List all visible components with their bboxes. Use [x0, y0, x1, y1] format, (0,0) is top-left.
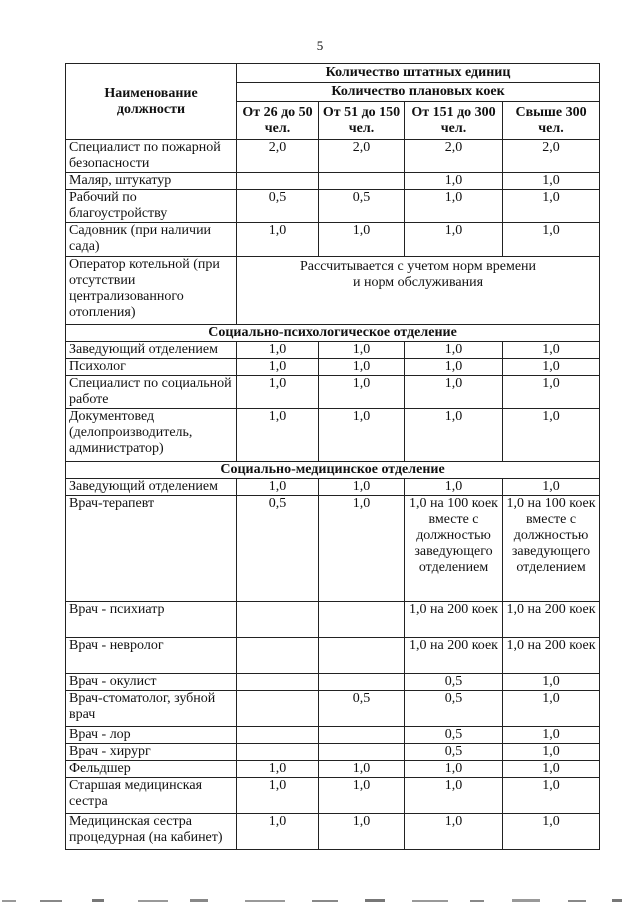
table-row [66, 140, 600, 173]
header-col-51-150: От 51 до 150 чел. [319, 102, 405, 140]
value-cell: 2,0 [405, 140, 503, 173]
value-cell: 1,0 [237, 479, 319, 496]
position-name: Психолог [66, 359, 237, 376]
value-cell: 1,0 [237, 376, 319, 409]
value-cell: 1,0 [503, 778, 600, 814]
table-row [66, 479, 600, 496]
value-cell: 1,0 [319, 342, 405, 359]
value-cell: 1,0 [503, 190, 600, 223]
position-name: Врач-терапевт [66, 496, 237, 602]
value-cell: 1,0 [319, 223, 405, 257]
position-name: Маляр, штукатур [66, 173, 237, 190]
value-cell [319, 638, 405, 674]
value-cell: 2,0 [503, 140, 600, 173]
value-cell: 1,0 [237, 359, 319, 376]
value-cell [319, 744, 405, 761]
value-cell [237, 691, 319, 727]
position-name: Рабочий по благоустройству [66, 190, 237, 223]
value-cell: 1,0 [405, 778, 503, 814]
position-name: Врач-стоматолог, зубной врач [66, 691, 237, 727]
value-cell: 1,0 [503, 761, 600, 778]
table-row [66, 376, 600, 409]
value-cell: 1,0 [503, 744, 600, 761]
value-cell: 1,0 [319, 479, 405, 496]
value-cell: 1,0 [405, 479, 503, 496]
value-cell: 0,5 [405, 727, 503, 744]
table-row [66, 778, 600, 814]
value-cell: 1,0 [319, 496, 405, 602]
value-cell [237, 744, 319, 761]
value-cell: 1,0 [405, 376, 503, 409]
value-cell [319, 602, 405, 638]
page-number: 5 [316, 38, 324, 53]
value-cell: 1,0 [237, 342, 319, 359]
value-cell: 1,0 [405, 223, 503, 257]
position-name: Специалист по пожарной безопасности [66, 140, 237, 173]
header-col-26-50: От 26 до 50 чел. [237, 102, 319, 140]
value-cell: 2,0 [319, 140, 405, 173]
value-cell: 1,0 [405, 359, 503, 376]
value-cell: 0,5 [237, 496, 319, 602]
position-name: Заведующий отделением [66, 479, 237, 496]
value-cell: 1,0 на 200 коек [503, 602, 600, 638]
value-cell: 1,0 [319, 376, 405, 409]
value-cell: 1,0 [237, 778, 319, 814]
table-row [66, 496, 600, 602]
value-cell: 1,0 [319, 359, 405, 376]
table-row [66, 342, 600, 359]
table-row [66, 814, 600, 850]
value-cell: 1,0 [503, 727, 600, 744]
header-col-151-300: От 151 до 300 чел. [405, 102, 503, 140]
calculation-note [237, 257, 600, 325]
value-cell: 1,0 [503, 173, 600, 190]
value-cell: 2,0 [237, 140, 319, 173]
value-cell: 1,0 на 100 коек вместе с должностью заведующего отделением [503, 496, 600, 602]
value-cell: 1,0 [405, 814, 503, 850]
value-cell: 1,0 [237, 409, 319, 462]
position-name: Старшая медицинская сестра [66, 778, 237, 814]
value-cell: 1,0 [237, 761, 319, 778]
value-cell: 1,0 [503, 342, 600, 359]
value-cell: 1,0 [503, 814, 600, 850]
table-row [66, 638, 600, 674]
staffing-table [65, 63, 600, 850]
position-name: Документовед (делопроизводитель, администратор) [66, 409, 237, 462]
table-row [66, 359, 600, 376]
section-title: Социально-психологическое отделение [66, 325, 600, 342]
value-cell [319, 727, 405, 744]
value-cell: 0,5 [319, 691, 405, 727]
value-cell: 0,5 [405, 744, 503, 761]
header-staff-units: Количество штатных единиц [237, 64, 600, 83]
position-name: Врач - хирург [66, 744, 237, 761]
value-cell: 1,0 [503, 674, 600, 691]
header-col-over-300: Свыше 300 чел. [503, 102, 600, 140]
table-row [66, 223, 600, 257]
value-cell: 1,0 на 100 коек вместе с должностью заведующего отделением [405, 496, 503, 602]
value-cell: 1,0 [503, 223, 600, 257]
table-row [66, 409, 600, 462]
position-name: Врач - психиатр [66, 602, 237, 638]
value-cell: 1,0 [405, 190, 503, 223]
value-cell [237, 727, 319, 744]
table-row [66, 602, 600, 638]
table-row [66, 190, 600, 223]
table-row [66, 674, 600, 691]
value-cell: 1,0 [405, 173, 503, 190]
value-cell: 0,5 [405, 691, 503, 727]
section-row [66, 462, 600, 479]
table-header [66, 64, 600, 140]
value-cell: 1,0 [503, 409, 600, 462]
value-cell: 1,0 [503, 359, 600, 376]
value-cell: 1,0 [319, 409, 405, 462]
calculation-note-text: Рассчитывается с учетом норм времени и норм обслуживания [300, 259, 537, 290]
header-position-name: Наименование должности [66, 64, 237, 140]
value-cell: 1,0 на 200 коек [405, 602, 503, 638]
value-cell [319, 674, 405, 691]
value-cell [237, 638, 319, 674]
position-name: Специалист по социальной работе [66, 376, 237, 409]
table-row [66, 691, 600, 727]
value-cell: 1,0 на 200 коек [405, 638, 503, 674]
value-cell: 1,0 [503, 479, 600, 496]
value-cell: 1,0 [405, 761, 503, 778]
table-row [66, 257, 600, 325]
value-cell: 1,0 [319, 778, 405, 814]
position-name: Фельдшер [66, 761, 237, 778]
value-cell: 1,0 [319, 761, 405, 778]
position-name: Врач - невролог [66, 638, 237, 674]
value-cell: 1,0 [405, 409, 503, 462]
position-name: Садовник (при наличии сада) [66, 223, 237, 257]
position-name: Врач - окулист [66, 674, 237, 691]
value-cell: 0,5 [237, 190, 319, 223]
position-name: Заведующий отделением [66, 342, 237, 359]
position-name: Оператор котельной (при отсутствии централизованного отопления) [66, 257, 237, 325]
value-cell [237, 173, 319, 190]
header-planned-beds: Количество плановых коек [237, 83, 600, 102]
section-row [66, 325, 600, 342]
value-cell: 1,0 [237, 814, 319, 850]
table-row [66, 173, 600, 190]
value-cell: 1,0 на 200 коек [503, 638, 600, 674]
table-row [66, 761, 600, 778]
value-cell: 0,5 [405, 674, 503, 691]
position-name: Врач - лор [66, 727, 237, 744]
value-cell [319, 173, 405, 190]
scan-artifact [0, 896, 640, 905]
table-row [66, 727, 600, 744]
value-cell: 1,0 [405, 342, 503, 359]
value-cell: 1,0 [319, 814, 405, 850]
position-name: Медицинская сестра процедурная (на кабинет) [66, 814, 237, 850]
value-cell [237, 602, 319, 638]
table-row [66, 744, 600, 761]
value-cell: 1,0 [503, 376, 600, 409]
value-cell: 1,0 [237, 223, 319, 257]
value-cell: 0,5 [319, 190, 405, 223]
section-title: Социально-медицинское отделение [66, 462, 600, 479]
value-cell [237, 674, 319, 691]
value-cell: 1,0 [503, 691, 600, 727]
